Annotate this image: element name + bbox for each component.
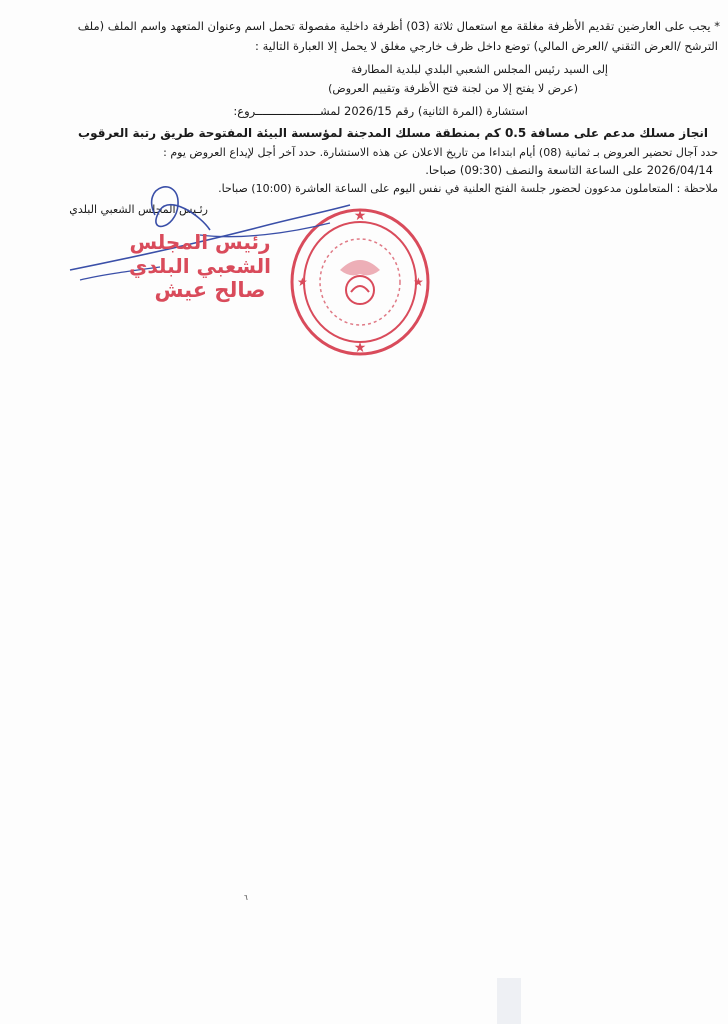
deadline-date-line: 2026/04/14 على الساعة التاسعة والنصف (09:30) صباحا. — [425, 163, 713, 177]
deadline-line: حدد آجال تحضير العروض بـ ثمانية (08) أيام ابتداءا من تاريخ الاعلان عن هذه الاستشارة. حدد آخر أجل لإيداع العروض يوم : — [163, 146, 718, 159]
svg-text:★: ★ — [413, 275, 424, 289]
svg-text:★: ★ — [353, 208, 367, 224]
svg-text:★: ★ — [353, 340, 367, 356]
signature-title: رئـيس المجلس الشعبي البلدي — [69, 203, 208, 216]
stamp-name: صالح عيش — [154, 278, 266, 302]
consultation-number-line: استشارة (المرة الثانية) رقم 2026/15 لمشـــــــــــــــــــروع: — [233, 104, 528, 118]
project-title-line: انجاز مسلك مدعم على مسافة 0.5 كم بمنطقة مسلك المدجنة لمؤسسة البيئة المفتوحة طريق رتبة العرقوب — [78, 126, 708, 140]
envelope-note-line: (عرض لا يفتح إلا من لجنة فتح الأظرفة وتقييم العروض) — [328, 82, 578, 95]
addressee-line: إلى السيد رئيس المجلس الشعبي البلدي لبلدية المطارفة — [350, 63, 608, 76]
scan-artifact — [497, 978, 521, 1024]
instruction-line-2: الترشح /العرض التقني /العرض المالي) توضع داخل ظرف خارجي مغلق لا يحمل إلا العبارة التالية : — [255, 39, 718, 53]
stamp-title: رئيس المجلس الشعبي البلدي — [129, 230, 271, 278]
svg-text:★: ★ — [297, 275, 308, 289]
note-line: ملاحظة : المتعاملون مدعوون لحضور جلسة الفتح العلنية في نفس اليوم على الساعة العاشرة (10:00) صباحا. — [218, 182, 718, 195]
instruction-bullet: * يجب على العارضين تقديم الأظرفة مغلقة مع استعمال ثلاثة (03) أظرفة داخلية مفصولة تحمل اسم وعنوان المتعهد واسم الملف (ملف — [77, 19, 720, 33]
page-mark: ٦ — [244, 894, 248, 902]
